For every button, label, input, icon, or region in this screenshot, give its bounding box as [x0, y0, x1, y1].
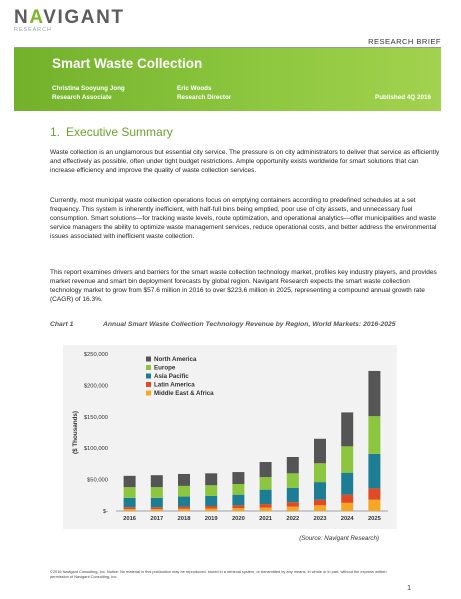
section-heading	[50, 125, 173, 139]
bar-segment-europe	[260, 477, 272, 490]
paragraph-1: Waste collection is an unglamorous but essential city service. The pressure is on city administrators to deliver that service as efficiently and effectively as possible, often under tight budget restrictions. Ample opportunity exists worldwide for smart solutions that can increase efficiency and improve the quality of waste collection services.	[50, 149, 440, 174]
bar-segment-asia-pacific	[341, 473, 353, 495]
title-band	[14, 48, 441, 111]
bar-segment-latin-america	[287, 502, 299, 506]
page-number: 1	[407, 585, 411, 592]
copyright-footer: ©2016 Navigant Consulting, Inc. Notice: No material in this publication may be reproduced, stored in a retrieval system, or transmitted by any means, in whole or in part, without the express written permission of Navigant Consulting, Inc.	[50, 569, 387, 579]
bar-segment-middle-east-africa	[151, 509, 163, 511]
x-tick-label: 2021	[259, 516, 273, 522]
legend-swatch	[146, 374, 151, 379]
logo-wordmark: NAVIGANT	[14, 7, 125, 28]
bar-segment-north-america	[314, 439, 326, 463]
x-tick-label: 2018	[177, 516, 191, 522]
report-type-label: RESEARCH BRIEF	[368, 37, 441, 46]
x-tick-label: 2024	[340, 516, 354, 522]
stacked-bar-chart	[63, 345, 397, 529]
author-2-name: Eric Woods	[177, 85, 212, 92]
bar-segment-north-america	[232, 472, 244, 484]
author-2-role: Research Director	[177, 94, 232, 101]
bar-segment-latin-america	[232, 505, 244, 508]
bar-segment-middle-east-africa	[287, 507, 299, 511]
legend-swatch	[146, 391, 151, 396]
bar-segment-middle-east-africa	[368, 500, 380, 511]
legend-swatch	[146, 365, 151, 370]
legend-label: Latin America	[154, 381, 195, 389]
bar-segment-europe	[151, 487, 163, 498]
legend-label: Middle East & Africa	[154, 390, 214, 397]
section-title: Executive Summary	[66, 125, 173, 139]
section-number: 1.	[50, 125, 61, 139]
report-title: Smart Waste Collection	[52, 56, 203, 71]
legend-label: Asia Pacific	[154, 373, 189, 380]
chart-label: Chart 1	[50, 321, 74, 328]
x-tick-label: 2020	[231, 516, 245, 522]
y-tick-label: $200,000	[83, 383, 108, 390]
bar-segment-middle-east-africa	[205, 508, 217, 511]
y-axis-label: ($ Thousands)	[72, 410, 79, 455]
y-tick-label: $-	[102, 509, 108, 515]
chart-source: (Source: Navigant Research)	[299, 535, 379, 542]
y-tick-label: $50,000	[87, 477, 108, 484]
bar-segment-asia-pacific	[260, 490, 272, 504]
y-tick-label: $150,000	[83, 414, 108, 421]
bar-segment-north-america	[178, 474, 190, 486]
bar-segment-europe	[232, 484, 244, 495]
bar-segment-north-america	[205, 473, 217, 485]
chart-panel	[63, 345, 397, 529]
legend-swatch	[146, 357, 151, 362]
y-tick-label: $100,000	[83, 446, 108, 453]
bar-segment-north-america	[151, 475, 163, 487]
bar-segment-europe	[124, 487, 136, 498]
bar-segment-asia-pacific	[232, 495, 244, 506]
author-1-role: Research Associate	[52, 94, 112, 101]
bar-segment-latin-america	[124, 507, 136, 509]
x-tick-label: 2016	[123, 516, 137, 522]
bar-segment-latin-america	[260, 504, 272, 507]
bar-segment-north-america	[124, 476, 136, 487]
x-tick-label: 2017	[150, 516, 164, 522]
bar-segment-europe	[341, 446, 353, 472]
bar-segment-middle-east-africa	[178, 509, 190, 511]
bar-segment-latin-america	[341, 495, 353, 503]
bar-segment-latin-america	[368, 488, 380, 499]
x-tick-label: 2023	[313, 516, 327, 522]
x-tick-label: 2022	[286, 516, 300, 522]
bar-segment-asia-pacific	[205, 496, 217, 506]
legend-swatch	[146, 382, 151, 387]
bar-segment-middle-east-africa	[232, 508, 244, 511]
bar-segment-asia-pacific	[314, 482, 326, 500]
x-tick-label: 2019	[204, 516, 218, 522]
publish-date: Published 4Q 2016	[375, 94, 431, 101]
logo-subtitle: RESEARCH	[14, 27, 52, 33]
bar-segment-europe	[287, 473, 299, 487]
author-1-name: Christina Sooyung Jong	[52, 85, 125, 92]
bar-segment-asia-pacific	[178, 497, 190, 507]
bar-segment-middle-east-africa	[124, 509, 136, 511]
bar-segment-asia-pacific	[124, 498, 136, 507]
paragraph-3: This report examines drivers and barriers for the smart waste collection technology market, profiles key industry players, and provides market revenue and smart bin deployment forecasts by global region. Navigant Research expects the smart waste collection technology market to grow from $57.6 million in 2016 to over $223.6 million in 2025, representing a compound annual growth rate (CAGR) of 16.3%.	[50, 269, 437, 303]
bar-segment-middle-east-africa	[260, 508, 272, 511]
bar-segment-asia-pacific	[287, 488, 299, 502]
y-tick-label: $250,000	[83, 352, 108, 358]
bar-segment-europe	[314, 463, 326, 482]
bar-segment-middle-east-africa	[314, 505, 326, 511]
bar-segment-asia-pacific	[368, 454, 380, 489]
bar-segment-north-america	[341, 412, 353, 446]
bar-segment-europe	[178, 486, 190, 497]
bar-segment-asia-pacific	[151, 498, 163, 507]
bar-segment-north-america	[260, 462, 272, 477]
paragraph-2: Currently, most municipal waste collection operations focus on emptying containers according to predefined schedules at a set frequency. This system is inherently inefficient, with half-full bins being emptied, poor use of city assets, and unnecessary fuel consumption. Smart solutions—for tracking waste levels, route optimization, and operational analytics—offer municipalities and waste service managers the ability to optimize waste management services, reduce operational costs, and better address the environmental issues associated with inefficient waste collection.	[50, 197, 437, 240]
bar-segment-latin-america	[314, 500, 326, 506]
bar-segment-north-america	[368, 371, 380, 416]
bar-segment-europe	[368, 416, 380, 454]
author-1	[52, 84, 125, 102]
bar-segment-latin-america	[205, 506, 217, 509]
chart-title: Annual Smart Waste Collection Technology Revenue by Region, World Markets: 2016-2025	[103, 321, 396, 328]
legend-label: North America	[154, 356, 197, 363]
bar-segment-middle-east-africa	[341, 503, 353, 511]
author-2	[177, 84, 231, 102]
bar-segment-north-america	[287, 457, 299, 473]
legend-label: Europe	[154, 364, 176, 372]
bar-segment-latin-america	[151, 507, 163, 509]
bar-segment-europe	[205, 485, 217, 496]
x-tick-label: 2025	[367, 516, 381, 522]
navigant-logo	[14, 8, 125, 33]
bar-segment-latin-america	[178, 507, 190, 509]
